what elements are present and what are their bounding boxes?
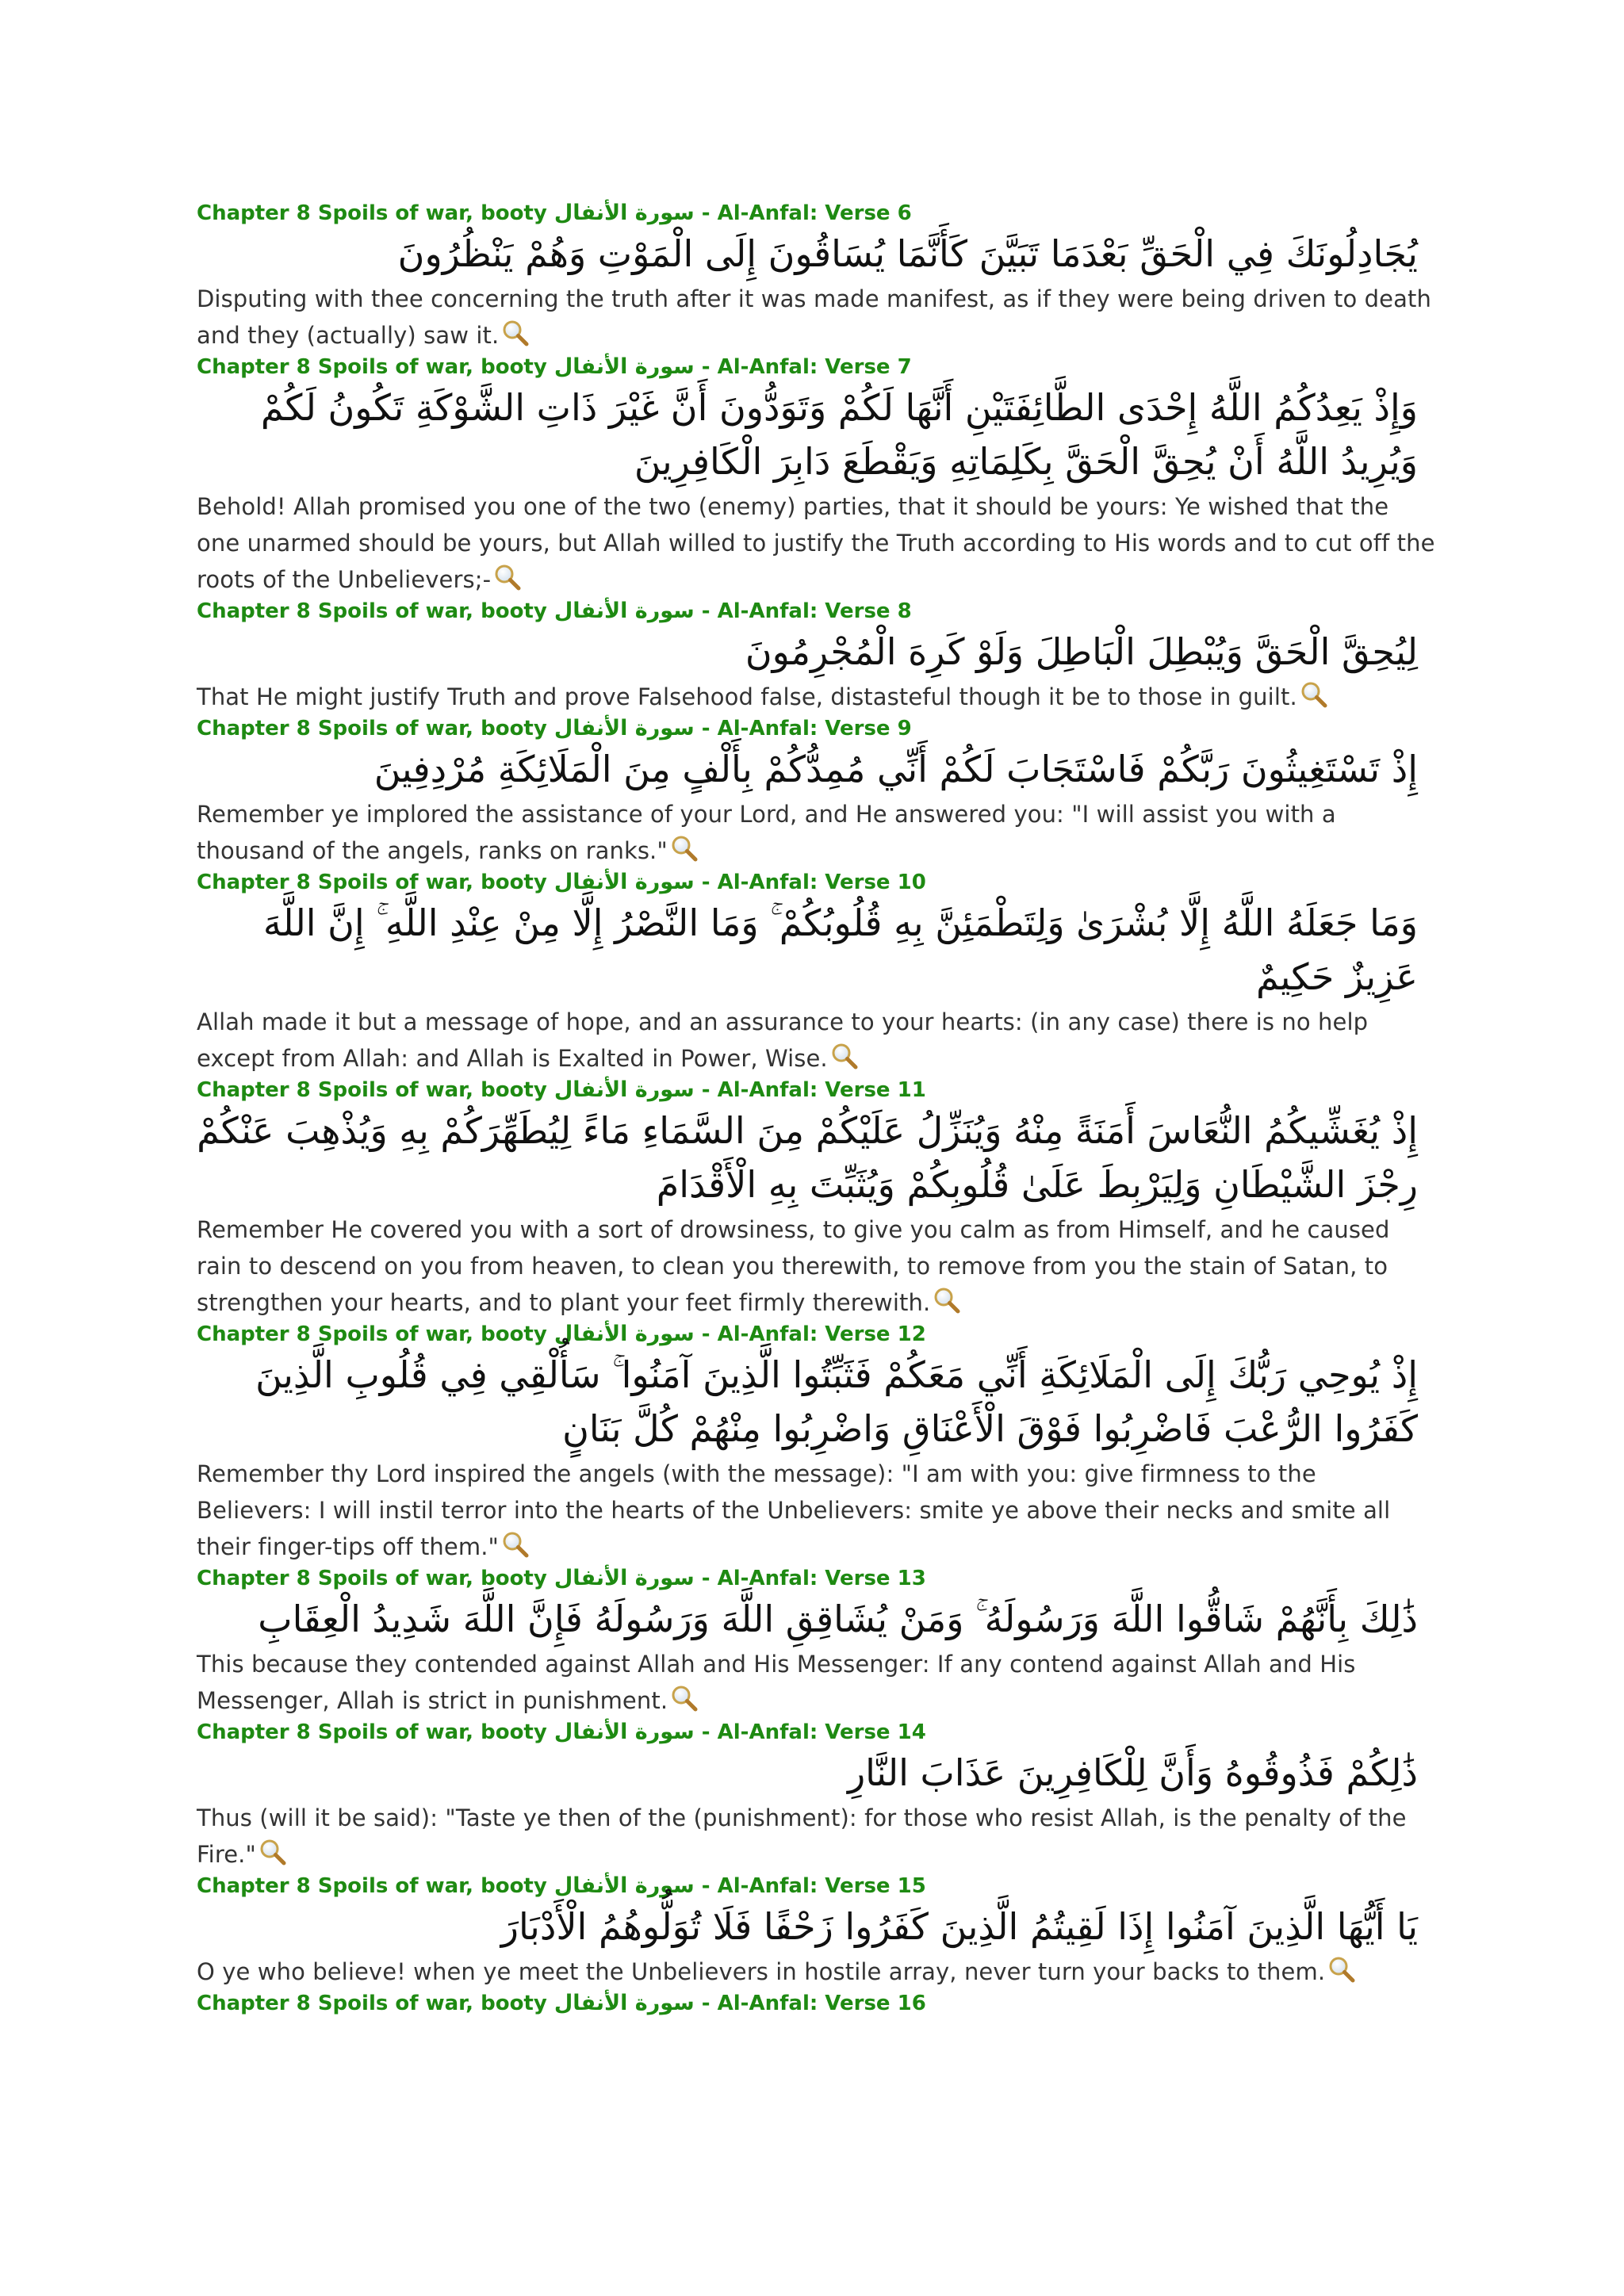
surah-name-english: - Al-Anfal: Verse	[694, 1078, 898, 1102]
verse-number: 15	[897, 1874, 926, 1898]
translation-text	[197, 796, 1438, 869]
verse-header[interactable]	[197, 715, 1434, 742]
verse-header[interactable]	[197, 1077, 1434, 1104]
surah-name-english: - Al-Anfal: Verse	[694, 1720, 898, 1744]
surah-name-arabic: سورة الأنفال	[553, 1566, 695, 1590]
verse-number: 6	[897, 201, 912, 225]
surah-name-english: - Al-Anfal: Verse	[694, 355, 898, 379]
chapter-label: Chapter 8 Spoils of war, booty	[197, 1078, 554, 1102]
translation-text-content: Disputing with thee concerning the truth after it was made manifest, as if they were being driven to death and they (actually) saw it.	[197, 285, 1431, 349]
magnifier-icon[interactable]	[1300, 681, 1327, 708]
verse-block	[197, 1565, 1434, 1719]
arabic-verse-text: ذَٰلِكَ بِأَنَّهُمْ شَاقُّوا اللَّهَ وَرَسُولَهُ ۚ وَمَنْ يُشَاقِقِ اللَّهَ وَرَسُولَهُ فَإِنَّ اللَّهَ شَدِيدُ الْعِقَابِ	[258, 1598, 1418, 1640]
verse-number: 7	[897, 355, 912, 379]
chapter-label: Chapter 8 Spoils of war, booty	[197, 599, 554, 623]
translation-text-content: Allah made it but a message of hope, and an assurance to your hearts: (in any case) there is no help except from Allah: and Allah is Exalted in Power, Wise.	[197, 1008, 1369, 1072]
verse-header[interactable]	[197, 598, 1434, 625]
translation-text	[197, 1954, 1438, 1990]
translation-text	[197, 488, 1438, 598]
arabic-verse-text: لِيُحِقَّ الْحَقَّ وَيُبْطِلَ الْبَاطِلَ وَلَوْ كَرِهَ الْمُجْرِمُونَ	[745, 630, 1418, 673]
chapter-label: Chapter 8 Spoils of war, booty	[197, 1567, 554, 1590]
magnifier-icon[interactable]	[502, 320, 529, 346]
surah-name-arabic: سورة الأنفال	[553, 716, 695, 740]
translation-text	[197, 679, 1438, 715]
chapter-label: Chapter 8 Spoils of war, booty	[197, 871, 554, 894]
verse-number: 12	[897, 1322, 926, 1346]
verse-block	[197, 715, 1434, 869]
surah-name-arabic: سورة الأنفال	[553, 1873, 695, 1898]
chapter-label: Chapter 8 Spoils of war, booty	[197, 355, 554, 379]
verse-number: 9	[897, 717, 912, 740]
magnifier-icon[interactable]	[671, 835, 698, 862]
verse-block	[197, 598, 1434, 715]
surah-name-arabic: سورة الأنفال	[553, 1322, 695, 1346]
surah-name-arabic: سورة الأنفال	[553, 1991, 695, 2015]
verse-block	[197, 1321, 1434, 1565]
verse-header[interactable]	[197, 1719, 1434, 1746]
translation-text	[197, 1004, 1438, 1077]
verse-header[interactable]	[197, 1990, 1434, 2017]
verse-header[interactable]	[197, 1321, 1434, 1348]
arabic-verse-text: وَمَا جَعَلَهُ اللَّهُ إِلَّا بُشْرَىٰ وَلِتَطْمَئِنَّ بِهِ قُلُوبُكُمْ ۚ وَمَا النَّصْرُ إِلَّا مِنْ عِنْدِ اللَّهِ ۚ إِنَّ اللَّهَ عَزِيزٌ حَكِيمٌ	[262, 901, 1418, 998]
verse-header[interactable]	[197, 354, 1434, 381]
verse-number: 11	[897, 1078, 926, 1102]
magnifier-icon[interactable]	[259, 1839, 286, 1866]
magnifier-icon[interactable]	[494, 564, 521, 591]
arabic-verse-text: يَا أَيُّهَا الَّذِينَ آمَنُوا إِذَا لَقِيتُمُ الَّذِينَ كَفَرُوا زَحْفًا فَلَا تُوَلُّوهُمُ الْأَدْبَارَ	[500, 1905, 1418, 1948]
arabic-verse-text: وَإِذْ يَعِدُكُمُ اللَّهُ إِحْدَى الطَّائِفَتَيْنِ أَنَّهَا لَكُمْ وَتَوَدُّونَ أَنَّ غَيْرَ ذَاتِ الشَّوْكَةِ تَكُونُ لَكُمْ وَيُرِيدُ اللَّهُ أَنْ يُحِقَّ الْحَقَّ بِكَلِمَاتِهِ وَيَقْطَعَ دَابِرَ الْكَافِرِينَ	[260, 386, 1418, 483]
verse-number: 14	[897, 1720, 926, 1744]
translation-text-content: Remember He covered you with a sort of drowsiness, to give you calm as from Himself, and he caused rain to descend on you from heaven, to clean you therewith, to remove from you the stain of Satan, to strengthen your hearts, and to plant your feet firmly therewith.	[197, 1216, 1390, 1316]
verse-number: 8	[897, 599, 912, 623]
verse-number: 16	[897, 1992, 926, 2015]
surah-name-english: - Al-Anfal: Verse	[694, 1992, 898, 2015]
arabic-verse-text: يُجَادِلُونَكَ فِي الْحَقِّ بَعْدَمَا تَبَيَّنَ كَأَنَّمَا يُسَاقُونَ إِلَى الْمَوْتِ وَهُمْ يَنْظُرُونَ	[397, 232, 1418, 275]
verse-number: 13	[897, 1567, 926, 1590]
surah-name-english: - Al-Anfal: Verse	[694, 1567, 898, 1590]
translation-text-content: Behold! Allah promised you one of the two (enemy) parties, that it should be yours: Ye wished that the one unarmed should be yours, but Allah willed to justify the Truth according to His words and to cut off the roots of the Unbelievers;-	[197, 493, 1435, 593]
magnifier-icon[interactable]	[1328, 1956, 1355, 1983]
verse-header[interactable]	[197, 1565, 1434, 1592]
translation-text-content: O ye who believe! when ye meet the Unbelievers in hostile array, never turn your backs to them.	[197, 1958, 1326, 1985]
translation-text	[197, 1646, 1438, 1719]
surah-name-arabic: سورة الأنفال	[553, 1077, 695, 1102]
arabic-verse-text: إِذْ يُغَشِّيكُمُ النُّعَاسَ أَمَنَةً مِنْهُ وَيُنَزِّلُ عَلَيْكُمْ مِنَ السَّمَاءِ مَاءً لِيُطَهِّرَكُمْ بِهِ وَيُذْهِبَ عَنْكُمْ رِجْزَ الشَّيْطَانِ وَلِيَرْبِطَ عَلَىٰ قُلُوبِكُمْ وَيُثَبِّتَ بِهِ الْأَقْدَامَ	[197, 1109, 1418, 1206]
surah-name-arabic: سورة الأنفال	[553, 599, 695, 623]
chapter-label: Chapter 8 Spoils of war, booty	[197, 201, 554, 225]
verse-header[interactable]	[197, 1873, 1434, 1900]
translation-text-content: Thus (will it be said): "Taste ye then of the (punishment): for those who resist Allah, is the penalty of the Fire."	[197, 1804, 1407, 1868]
surah-name-english: - Al-Anfal: Verse	[694, 1322, 898, 1346]
chapter-label: Chapter 8 Spoils of war, booty	[197, 1992, 554, 2015]
chapter-label: Chapter 8 Spoils of war, booty	[197, 1874, 554, 1898]
magnifier-icon[interactable]	[831, 1043, 858, 1070]
translation-text-content: Remember ye implored the assistance of your Lord, and He answered you: "I will assist you with a thousand of the angels, ranks on ranks."	[197, 801, 1336, 864]
translation-text	[197, 1456, 1438, 1565]
surah-name-english: - Al-Anfal: Verse	[694, 717, 898, 740]
surah-name-arabic: سورة الأنفال	[553, 870, 695, 894]
verse-list	[197, 200, 1434, 2017]
chapter-label: Chapter 8 Spoils of war, booty	[197, 717, 554, 740]
verse-block	[197, 1873, 1434, 1990]
translation-text	[197, 1211, 1438, 1321]
chapter-label: Chapter 8 Spoils of war, booty	[197, 1322, 554, 1346]
magnifier-icon[interactable]	[933, 1287, 960, 1314]
chapter-label: Chapter 8 Spoils of war, booty	[197, 1720, 554, 1744]
verse-block	[197, 1719, 1434, 1873]
verse-header[interactable]	[197, 869, 1434, 896]
magnifier-icon[interactable]	[671, 1685, 698, 1712]
translation-text	[197, 281, 1438, 354]
magnifier-icon[interactable]	[502, 1531, 529, 1558]
translation-text	[197, 1800, 1438, 1873]
verse-number: 10	[897, 871, 926, 894]
verse-block	[197, 869, 1434, 1077]
translation-text-content: Remember thy Lord inspired the angels (with the message): "I am with you: give firmness to the Believers: I will instil terror into the hearts of the Unbelievers: smite ye above their necks and smite all their finger-tips off them."	[197, 1460, 1391, 1560]
verse-header[interactable]	[197, 200, 1434, 227]
verse-block	[197, 354, 1434, 598]
surah-name-english: - Al-Anfal: Verse	[694, 201, 898, 225]
surah-name-english: - Al-Anfal: Verse	[694, 1874, 898, 1898]
arabic-verse-text: إِذْ يُوحِي رَبُّكَ إِلَى الْمَلَائِكَةِ أَنِّي مَعَكُمْ فَثَبِّتُوا الَّذِينَ آمَنُوا ۚ سَأُلْقِي فِي قُلُوبِ الَّذِينَ كَفَرُوا الرُّعْبَ فَاضْرِبُوا فَوْقَ الْأَعْنَاقِ وَاضْرِبُوا مِنْهُمْ كُلَّ بَنَانٍ	[255, 1353, 1418, 1450]
surah-name-english: - Al-Anfal: Verse	[694, 599, 898, 623]
translation-text-content: This because they contended against Allah and His Messenger: If any contend against Allah and His Messenger, Allah is strict in punishment.	[197, 1651, 1356, 1714]
surah-name-arabic: سورة الأنفال	[553, 1720, 695, 1744]
verse-block	[197, 1077, 1434, 1321]
surah-name-english: - Al-Anfal: Verse	[694, 871, 898, 894]
arabic-verse-text: ذَٰلِكُمْ فَذُوقُوهُ وَأَنَّ لِلْكَافِرِينَ عَذَابَ النَّارِ	[847, 1751, 1418, 1794]
translation-text-content: That He might justify Truth and prove Falsehood false, distasteful though it be to those in guilt.	[197, 683, 1297, 710]
surah-name-arabic: سورة الأنفال	[553, 354, 695, 379]
surah-name-arabic: سورة الأنفال	[553, 201, 695, 225]
verse-block	[197, 200, 1434, 354]
arabic-verse-text: إِذْ تَسْتَغِيثُونَ رَبَّكُمْ فَاسْتَجَابَ لَكُمْ أَنِّي مُمِدُّكُمْ بِأَلْفٍ مِنَ الْمَلَائِكَةِ مُرْدِفِينَ	[373, 748, 1418, 790]
